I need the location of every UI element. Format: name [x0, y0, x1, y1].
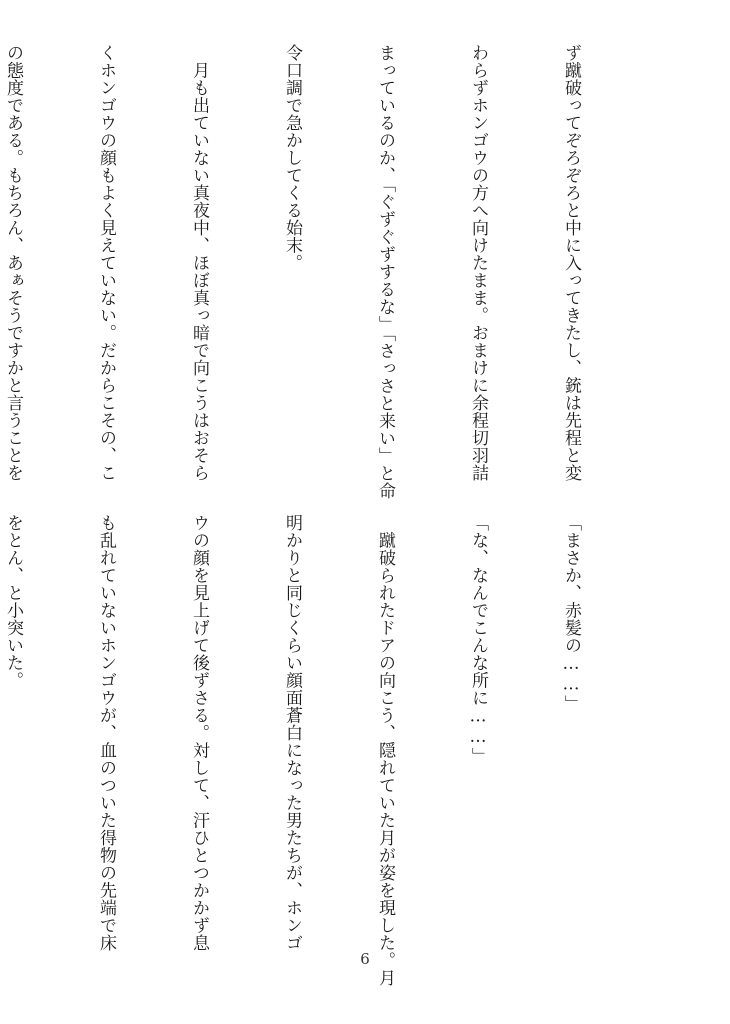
text-line: くホンゴウの顔もよく見えていない。だからこその、こ — [96, 44, 116, 482]
text-line: をとん、と小突いた。 — [3, 514, 23, 689]
text-line: わらずホンゴウの方へ向けたまま。おまけに余程切羽詰 — [468, 44, 488, 482]
bottom-text-block — [3, 514, 648, 987]
text-line: まっているのか、「ぐずぐずするな」「さっさと来い」と命 — [375, 44, 395, 500]
text-line: 月も出ていない真夜中、ほぼ真っ暗で向こうはおそら — [189, 44, 209, 482]
text-line: 蹴破られたドアの向こう、隠れていた月が姿を現した。月 — [375, 514, 395, 987]
text-line: ず蹴破ってぞろぞろと中に入ってきたし、銃は先程と変 — [561, 44, 581, 482]
page-number: 6 — [360, 950, 370, 968]
text-line: 明かりと同じくらい顔面蒼白になった男たちが、ホンゴ — [282, 514, 302, 952]
text-line: 令口調で急かしてくる始末。 — [282, 44, 302, 272]
text-line: 「まさか、赤髪の……」 — [561, 514, 581, 713]
top-text-block — [3, 44, 648, 500]
text-line: の態度である。もちろん、あぁそうですかと言うことを — [3, 44, 23, 482]
text-line: 「な、なんでこんな所に……」 — [468, 514, 488, 765]
text-line: も乱れていないホンゴウが、血のついた得物の先端で床 — [96, 514, 116, 952]
text-line: ウの顔を見上げて後ずさる。対して、汗ひとつかかず息 — [189, 514, 209, 952]
